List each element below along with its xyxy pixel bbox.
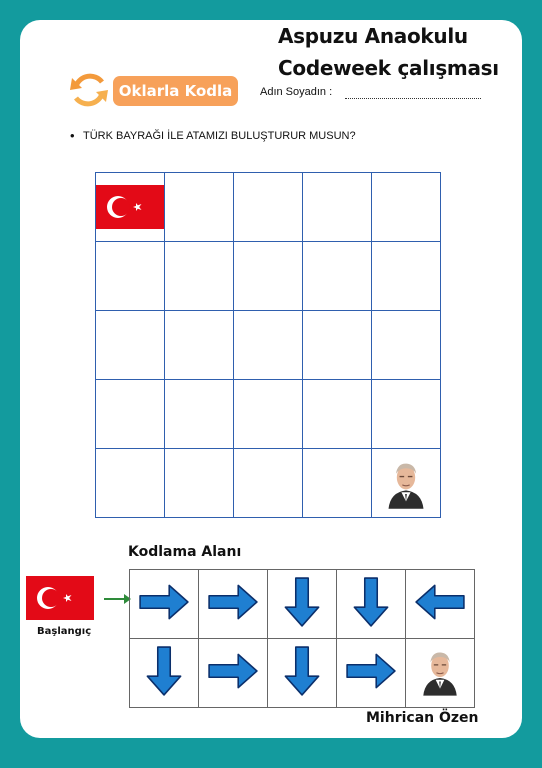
grid-cell-flag[interactable] (96, 173, 165, 242)
coding-area-title: Kodlama Alanı (128, 544, 242, 560)
coding-cell[interactable] (199, 639, 268, 708)
worksheet-title: Codeweek çalışması (278, 56, 499, 80)
coding-cell[interactable] (337, 570, 406, 639)
grid-cell[interactable] (96, 311, 165, 380)
grid-cell[interactable] (96, 380, 165, 449)
grid-cell[interactable] (234, 242, 303, 311)
worksheet (20, 20, 522, 738)
coding-cell[interactable] (130, 639, 199, 708)
coding-row (130, 639, 475, 708)
grid-cell[interactable] (303, 449, 372, 518)
turkish-flag-icon (96, 185, 164, 229)
grid-cell[interactable] (372, 380, 441, 449)
coding-cell[interactable] (268, 570, 337, 639)
grid-cell[interactable] (165, 380, 234, 449)
arrow-down-icon (276, 645, 328, 697)
arrow-left-icon (414, 576, 466, 628)
school-title: Aspuzu Anaokulu (278, 24, 468, 48)
grid-cell[interactable] (303, 173, 372, 242)
movement-grid (95, 172, 441, 518)
coding-cell[interactable] (130, 570, 199, 639)
grid-cell[interactable] (165, 311, 234, 380)
arrow-right-icon (207, 645, 259, 697)
grid-cell[interactable] (372, 311, 441, 380)
coding-row (130, 570, 475, 639)
coding-cell[interactable] (199, 570, 268, 639)
start-label: Başlangıç (37, 626, 92, 637)
logo-text: Oklarla Kodla (113, 76, 238, 106)
arrow-right-icon (138, 576, 190, 628)
grid-row (96, 380, 441, 449)
grid-cell[interactable] (303, 380, 372, 449)
ataturk-portrait-icon (383, 457, 429, 509)
grid-cell[interactable] (234, 380, 303, 449)
coding-cell[interactable] (268, 639, 337, 708)
arrow-right-icon (207, 576, 259, 628)
name-field[interactable] (345, 94, 481, 99)
grid-cell[interactable] (372, 173, 441, 242)
grid-row (96, 311, 441, 380)
instruction-bullet: • (70, 128, 75, 143)
grid-cell[interactable] (372, 242, 441, 311)
name-label: Adın Soyadın : (260, 86, 333, 98)
grid-cell[interactable] (234, 311, 303, 380)
grid-cell[interactable] (234, 173, 303, 242)
arrow-down-icon (138, 645, 190, 697)
refresh-arrows-icon (68, 68, 110, 112)
grid-cell[interactable] (96, 242, 165, 311)
grid-cell[interactable] (96, 449, 165, 518)
grid-cell[interactable] (303, 242, 372, 311)
arrow-right-icon (345, 645, 397, 697)
grid-cell[interactable] (303, 311, 372, 380)
logo (68, 68, 243, 112)
grid-cell[interactable] (234, 449, 303, 518)
coding-table (129, 569, 475, 708)
instruction-text: TÜRK BAYRAĞI İLE ATAMIZI BULUŞTURUR MUSUN? (83, 130, 356, 142)
turkish-flag-icon (26, 576, 94, 620)
grid-row (96, 242, 441, 311)
ataturk-portrait-icon (418, 643, 462, 699)
grid-cell[interactable] (165, 449, 234, 518)
author-name: Mihrican Özen (366, 710, 479, 726)
coding-cell[interactable] (406, 570, 475, 639)
grid-cell-portrait[interactable] (372, 449, 441, 518)
start-flag (26, 576, 94, 620)
grid-row (96, 173, 441, 242)
arrow-down-icon (345, 576, 397, 628)
grid-cell[interactable] (165, 173, 234, 242)
start-arrow-icon (104, 592, 132, 606)
grid-cell[interactable] (165, 242, 234, 311)
coding-cell[interactable] (406, 639, 475, 708)
arrow-down-icon (276, 576, 328, 628)
coding-cell[interactable] (337, 639, 406, 708)
grid-row (96, 449, 441, 518)
